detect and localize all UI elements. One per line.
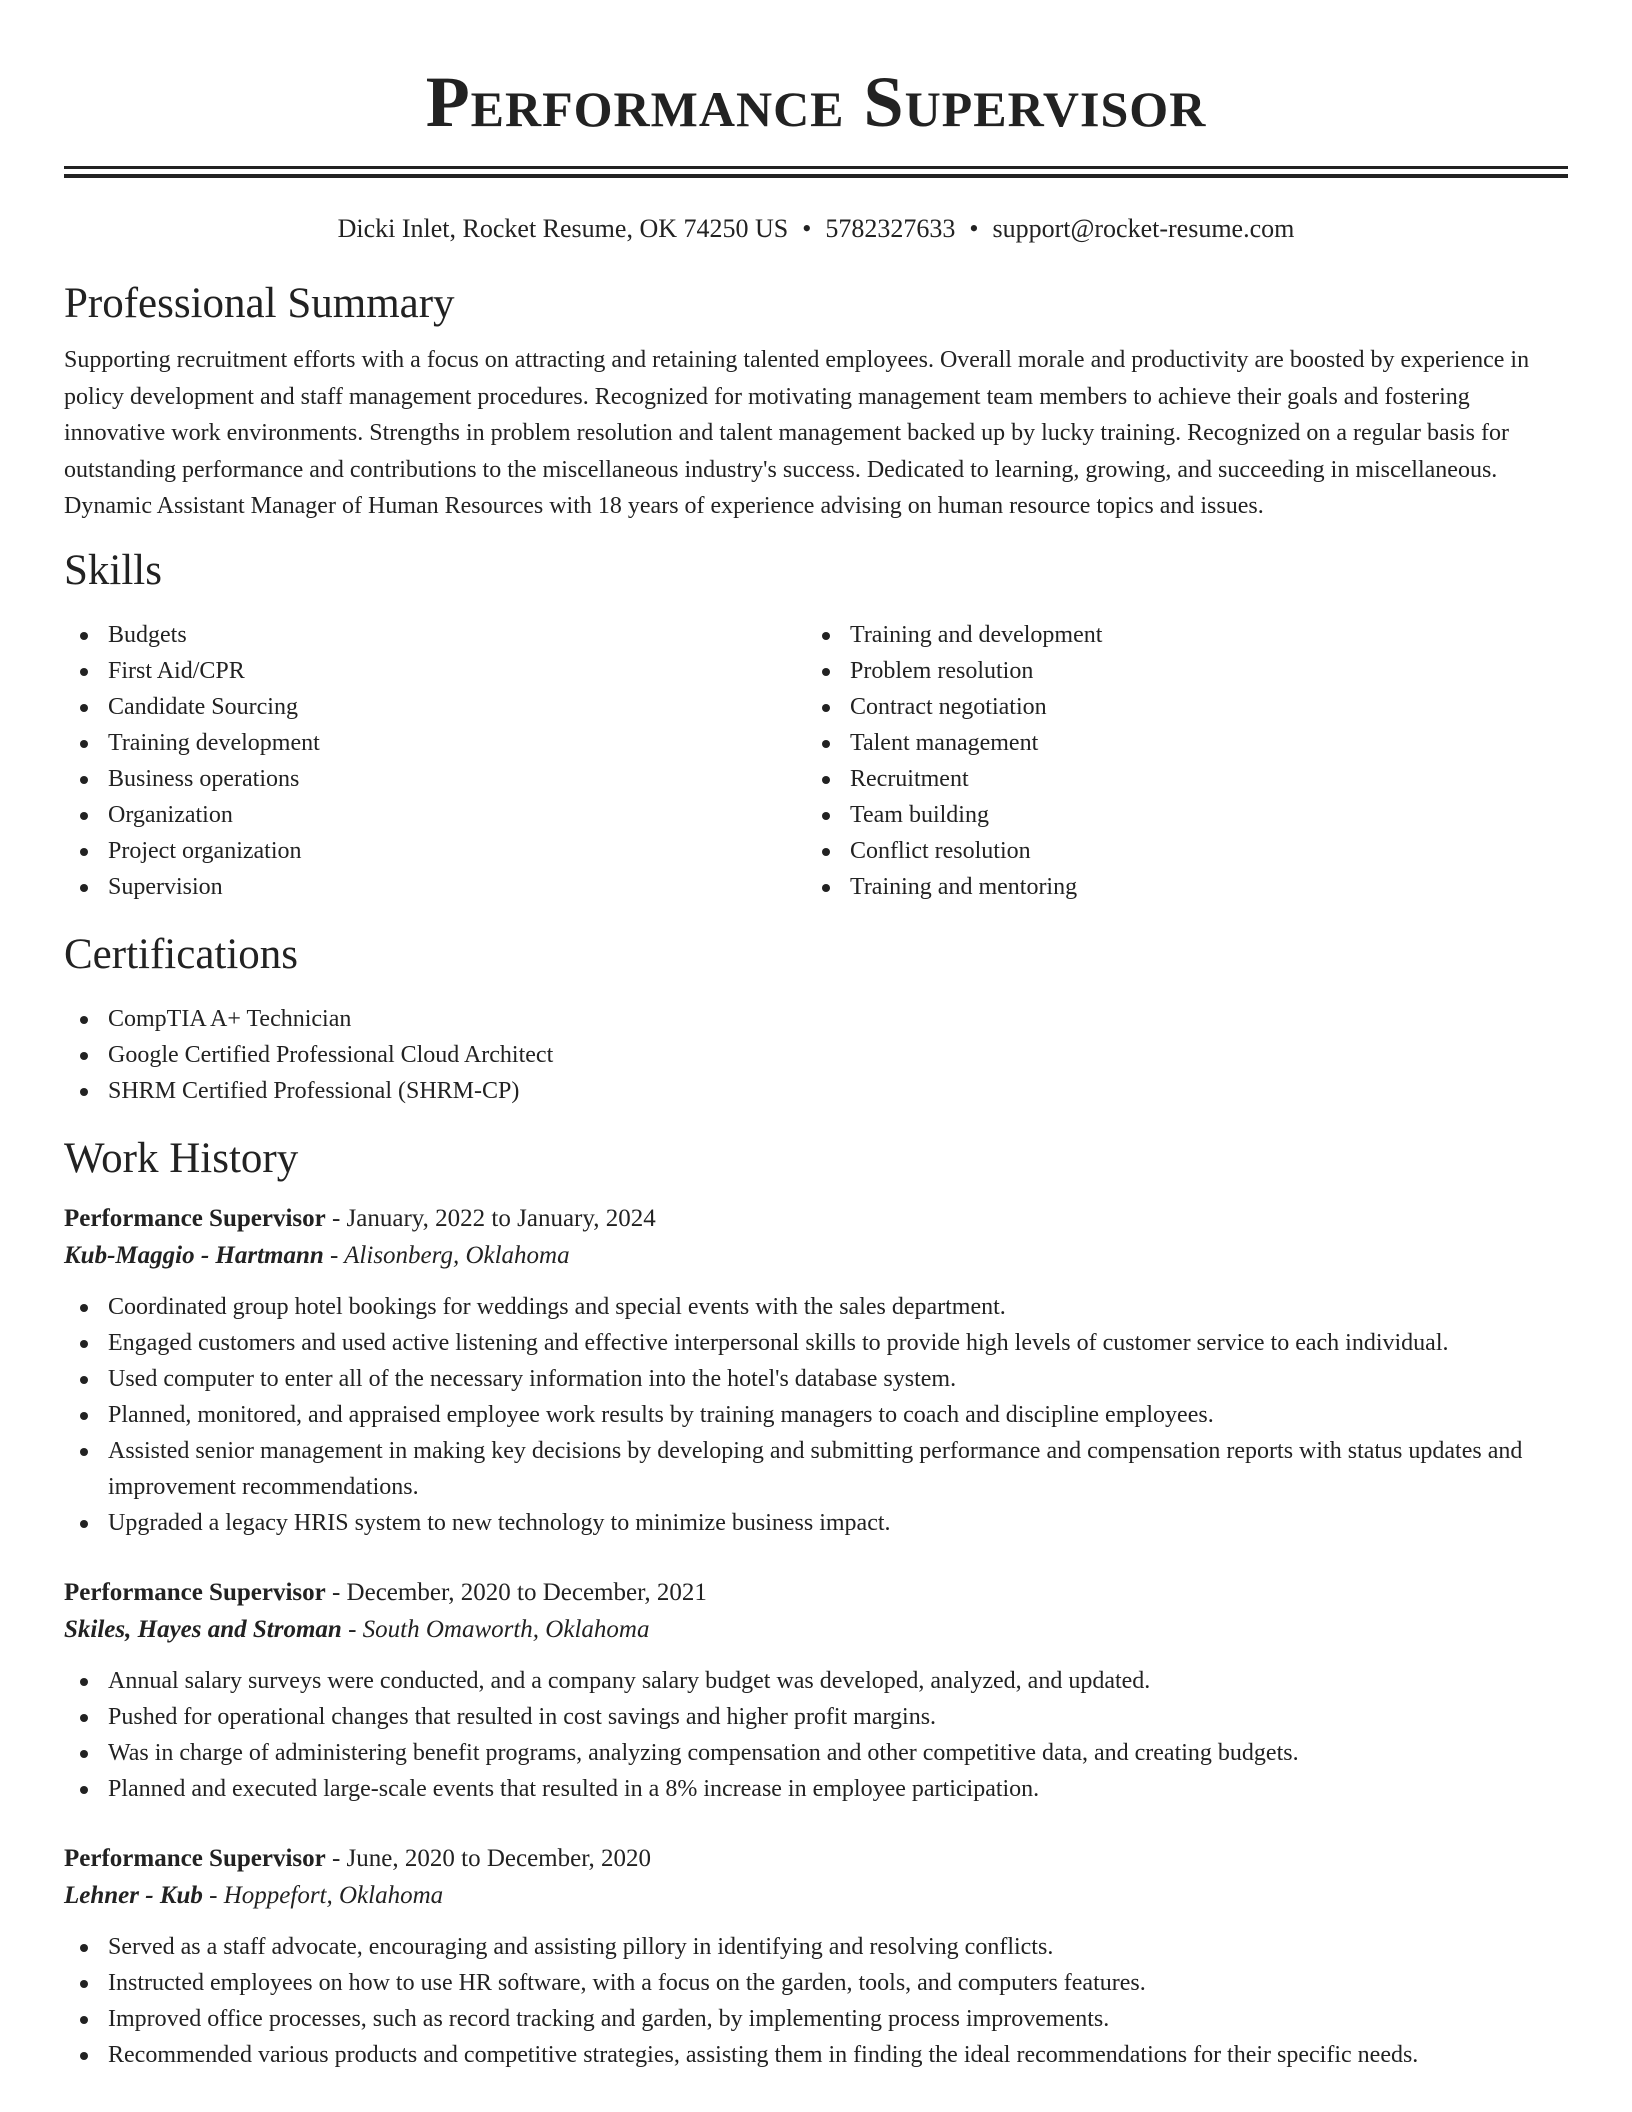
certifications-list [64,1001,1568,1109]
title-divider-thick [64,166,1568,169]
skill-item: Contract negotiation [806,689,1548,725]
job-entry [64,1841,1568,2073]
job-company-line [64,1877,1568,1915]
job-location: - South Omaworth, Oklahoma [341,1615,650,1643]
job-bullet: Coordinated group hotel bookings for weddings and special events with the sales department. [64,1289,1568,1325]
job-bullet: Pushed for operational changes that resulted in cost savings and higher profit margins. [64,1699,1568,1735]
job-company: Skiles, Hayes and Stroman [64,1615,342,1643]
job-bullet: Upgraded a legacy HRIS system to new technology to minimize business impact. [64,1505,1568,1541]
job-bullets [64,1289,1568,1541]
summary-text: Supporting recruitment efforts with a focus on attracting and retaining talented employees. Overall morale and productivity are boosted by experience in policy development and staff management procedures. Recognized for motivating management team members to achieve their goals and fostering innovative work environments. Strengths in problem resolution and talent management backed up by lucky training. Recognized on a regular basis for outstanding performance and contributions to the miscellaneous industry's success. Dedicated to learning, growing, and succeeding in miscellaneous. Dynamic Assistant Manager of Human Resources with 18 years of experience advising on human resource topics and issues. [64,347,1530,519]
contact-email[interactable]: support@rocket-resume.com [992,214,1295,243]
work-history-heading: Work History [64,1134,299,1182]
resume-page [64,0,1568,2073]
contact-separator: • [969,214,979,243]
job-bullet: Improved office processes, such as record tracking and garden, by implementing process improvements. [64,2001,1568,2037]
job-dates: - January, 2022 to January, 2024 [325,1204,656,1232]
skills-list-right [806,617,1548,905]
job-dates: - June, 2020 to December, 2020 [325,1844,652,1872]
job-bullet: Recommended various products and competitive strategies, assisting them in finding the ideal recommendations for their specific needs. [64,2037,1568,2073]
skill-item: Training development [64,725,806,761]
job-bullet: Engaged customers and used active listening and effective interpersonal skills to provide high levels of customer service to each individual. [64,1325,1568,1361]
skill-item: Training and mentoring [806,869,1548,905]
job-company-line [64,1237,1568,1275]
job-company-line [64,1611,1568,1649]
job-bullet: Annual salary surveys were conducted, and a company salary budget was developed, analyzed, and updated. [64,1663,1568,1699]
skill-item: Conflict resolution [806,833,1548,869]
job-title-line [64,1201,1568,1237]
job-title: Performance Supervisor [64,1844,326,1872]
job-bullet: Assisted senior management in making key decisions by developing and submitting performance and compensation reports with status updates and improvement recommendations. [64,1433,1568,1505]
skill-item: Team building [806,797,1548,833]
job-title: Performance Supervisor [64,1578,326,1606]
skill-item: Supervision [64,869,806,905]
title-divider-thin [64,174,1568,178]
job-title-line [64,1575,1568,1611]
job-location: - Alisonberg, Oklahoma [323,1241,570,1269]
skills-list-left [64,617,806,905]
certifications-heading: Certifications [64,930,299,978]
job-bullet: Used computer to enter all of the necessary information into the hotel's database system. [64,1361,1568,1397]
job-entry [64,1201,1568,1541]
skill-item: Project organization [64,833,806,869]
skill-item: Recruitment [806,761,1548,797]
skills-heading: Skills [64,546,162,594]
job-bullet: Instructed employees on how to use HR software, with a focus on the garden, tools, and computers features. [64,1965,1568,2001]
skills-columns [64,617,1568,905]
skill-item: Business operations [64,761,806,797]
resume-title: Performance Supervisor [425,62,1207,142]
contact-separator: • [802,214,812,243]
contact-line [64,212,1568,246]
job-entry [64,1575,1568,1807]
skill-item: Problem resolution [806,653,1548,689]
job-company: Lehner - Kub [64,1881,203,1909]
skill-item: Budgets [64,617,806,653]
job-company: Kub-Maggio - Hartmann [64,1241,324,1269]
contact-phone: 5782327633 [825,214,956,243]
job-title-line [64,1841,1568,1877]
job-bullet: Planned, monitored, and appraised employee work results by training managers to coach and discipline employees. [64,1397,1568,1433]
job-bullets [64,1663,1568,1807]
contact-address: Dicki Inlet, Rocket Resume, OK 74250 US [337,214,789,243]
certification-item: CompTIA A+ Technician [64,1001,1568,1037]
job-dates: - December, 2020 to December, 2021 [325,1578,707,1606]
skill-item: Talent management [806,725,1548,761]
job-bullet: Planned and executed large-scale events that resulted in a 8% increase in employee participation. [64,1771,1568,1807]
certification-item: Google Certified Professional Cloud Architect [64,1037,1568,1073]
job-title: Performance Supervisor [64,1204,326,1232]
job-bullet: Was in charge of administering benefit programs, analyzing compensation and other competitive data, and creating budgets. [64,1735,1568,1771]
job-location: - Hoppefort, Oklahoma [202,1881,444,1909]
skill-item: First Aid/CPR [64,653,806,689]
skill-item: Organization [64,797,806,833]
certification-item: SHRM Certified Professional (SHRM-CP) [64,1073,1568,1109]
skill-item: Candidate Sourcing [64,689,806,725]
skill-item: Training and development [806,617,1548,653]
job-bullets [64,1929,1568,2073]
summary-heading: Professional Summary [64,280,455,327]
job-bullet: Served as a staff advocate, encouraging and assisting pillory in identifying and resolving conflicts. [64,1929,1568,1965]
